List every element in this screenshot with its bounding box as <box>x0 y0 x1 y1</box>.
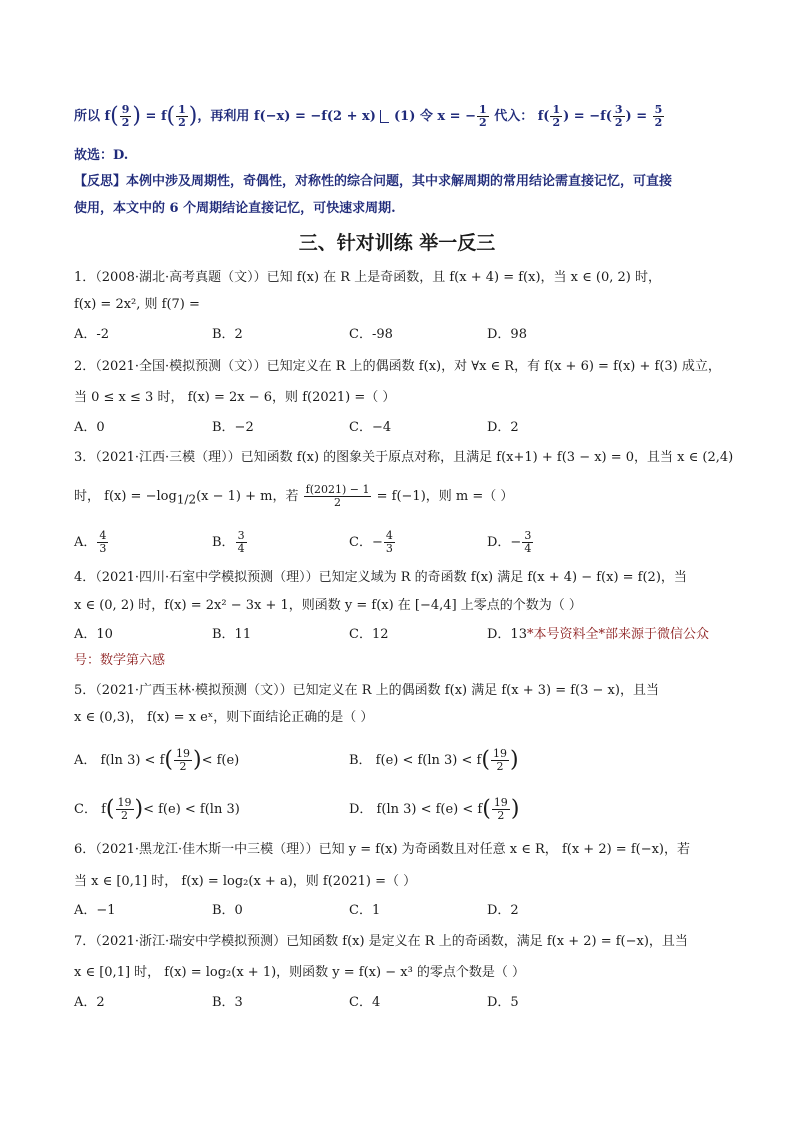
bracket-mark-icon <box>380 110 389 123</box>
q3-option-b: B． $\frac{3}{4}$ <box>212 529 245 555</box>
q2-option-a: A．0 <box>74 420 105 435</box>
intro-line-1: 所以 f( $\frac{9}{2}$ ) = f( $\frac{1}{2}$ )，再利用 f(−x) = −f(2 + x) (1) 令 x = − $\frac{1}{2}$ 代入： f( $\frac{1}{2}$ ) = −f( $\frac{3}{2}$ ) = $\frac{5}{2}$ <box>74 103 663 129</box>
question-1-line-1: 1．（2008·湖北·高考真题（文））已知 f(x) 在 R 上是奇函数，且 f(x + 4) = f(x)，当 x ∈ (0, 2) 时， <box>74 270 661 285</box>
question-6-line-2: 当 x ∈ [0,1] 时， f(x) = log₂(x + a)，则 f(2021) =（ ） <box>74 874 417 889</box>
q6-option-d: D．2 <box>487 903 519 918</box>
intro-text-reuse: ，再利用 f(−x) = −f(2 + x) <box>197 109 376 124</box>
q7-option-a: A．2 <box>74 995 105 1010</box>
question-5-line-1: 5．（2021·广西玉林·模拟预测（文））已知定义在 R 上的偶函数 f(x) 满足 f(x + 3) = f(3 − x)，且当 <box>74 683 659 698</box>
q3-option-a: A． $\frac{4}{3}$ <box>74 529 107 555</box>
question-7-line-2: x ∈ [0,1] 时， f(x) = log₂(x + 1)，则函数 y = f(x) − x³ 的零点个数是（ ） <box>74 965 526 980</box>
q4-option-a: A．10 <box>74 627 113 642</box>
q4-option-d: D．13*本号资料全*部来源于微信公众 <box>487 627 709 642</box>
q6-option-a: A．−1 <box>74 903 116 918</box>
question-3-line-1: 3．（2021·江西·三模（理））已知函数 f(x) 的图象关于原点对称，且满足 f(x+1) + f(3 − x) = 0，且当 x ∈ (2,4) <box>74 450 734 465</box>
q1-option-d: D．98 <box>487 327 527 342</box>
q5-option-b: B． f(e) < f(ln 3) < f( $\frac{19}{2}$ ) <box>349 747 519 773</box>
q4-option-c: C．12 <box>349 627 389 642</box>
q2-option-d: D．2 <box>487 420 519 435</box>
question-1-line-2: f(x) = 2x², 则 f(7) = <box>74 297 200 312</box>
question-7-line-1: 7．（2021·浙江·瑞安中学模拟预测）已知函数 f(x) 是定义在 R 上的奇函数，满足 f(x + 2) = f(−x)，且当 <box>74 934 688 949</box>
q5-option-a: A． f(ln 3) < f( $\frac{19}{2}$ )< f(e) <box>74 747 240 773</box>
intro-text-let: (1) 令 x = − <box>394 109 476 124</box>
q2-option-b: B．−2 <box>212 420 254 435</box>
question-5-line-2: x ∈ (0,3)， f(x) = x eˣ，则下面结论正确的是（ ） <box>74 710 374 725</box>
q2-option-c: C．−4 <box>349 420 392 435</box>
question-4-line-1: 4．（2021·四川·石室中学模拟预测（理））已知定义域为 R 的奇函数 f(x) 满足 f(x + 4) − f(x) = f(2)，当 <box>74 570 687 585</box>
q7-option-b: B．3 <box>212 995 243 1010</box>
q5-option-c: C． f( $\frac{19}{2}$ )< f(e) < f(ln 3) <box>74 796 240 822</box>
section-title: 三、针对训练 举一反三 <box>298 232 496 254</box>
question-4-line-2: x ∈ (0, 2) 时，f(x) = 2x² − 3x + 1，则函数 y = f(x) 在 [−4,4] 上零点的个数为（ ） <box>74 598 582 613</box>
q7-option-c: C．4 <box>349 995 381 1010</box>
q1-option-c: C．-98 <box>349 327 393 342</box>
q4-option-b: B．11 <box>212 627 252 642</box>
question-2-line-2: 当 0 ≤ x ≤ 3 时， f(x) = 2x − 6，则 f(2021) =（ ） <box>74 390 396 405</box>
source-note-continued: 号：数学第六感 <box>74 653 166 668</box>
intro-f: f <box>104 109 111 124</box>
q1-option-a: A．-2 <box>74 327 110 342</box>
q3-option-d: D．− $\frac{3}{4}$ <box>487 529 532 555</box>
q6-option-b: B．0 <box>212 903 243 918</box>
intro-text-so: 所以 <box>74 109 101 124</box>
fraction-9-2: $\frac{9}{2}$ <box>121 103 130 129</box>
fraction-1-2: $\frac{1}{2}$ <box>178 103 186 129</box>
question-6-line-1: 6．（2021·黑龙江·佳木斯一中三模（理））已知 y = f(x) 为奇函数且对任意 x ∈ R， f(x + 2) = f(−x)，若 <box>74 842 690 857</box>
q5-option-d: D． f(ln 3) < f(e) < f( $\frac{19}{2}$ ) <box>349 796 520 822</box>
q6-option-c: C．1 <box>349 903 381 918</box>
reflection-line-2: 使用，本文中的 6 个周期结论直接记忆，可快速求周期. <box>74 201 396 216</box>
q7-option-d: D．5 <box>487 995 519 1010</box>
source-note: *本号资料全*部来源于微信公众 <box>526 627 709 642</box>
question-2-line-1: 2．（2021·全国·模拟预测（文））已知定义在 R 上的偶函数 f(x)，对 ∀x ∈ R，有 f(x + 6) = f(x) + f(3) 成立， <box>74 359 721 374</box>
q3-option-c: C．− $\frac{4}{3}$ <box>349 529 393 555</box>
reflection-line-1: 【反思】本例中涉及周期性，奇偶性，对称性的综合问题，其中求解周期的常用结论需直接记忆，可直接 <box>74 174 673 189</box>
answer-line: 故选：D. <box>74 148 129 163</box>
q1-option-b: B．2 <box>212 327 243 342</box>
q3-fraction: $\frac{f(2021) - 1}{2}$ <box>305 483 370 509</box>
question-3-line-2: 时， $f(x) = -\log_{1/2}(x - 1) + m$，若 $\frac{f(2021) - 1}{2}$ = f(−1)，则 m =（ ） <box>74 483 514 509</box>
